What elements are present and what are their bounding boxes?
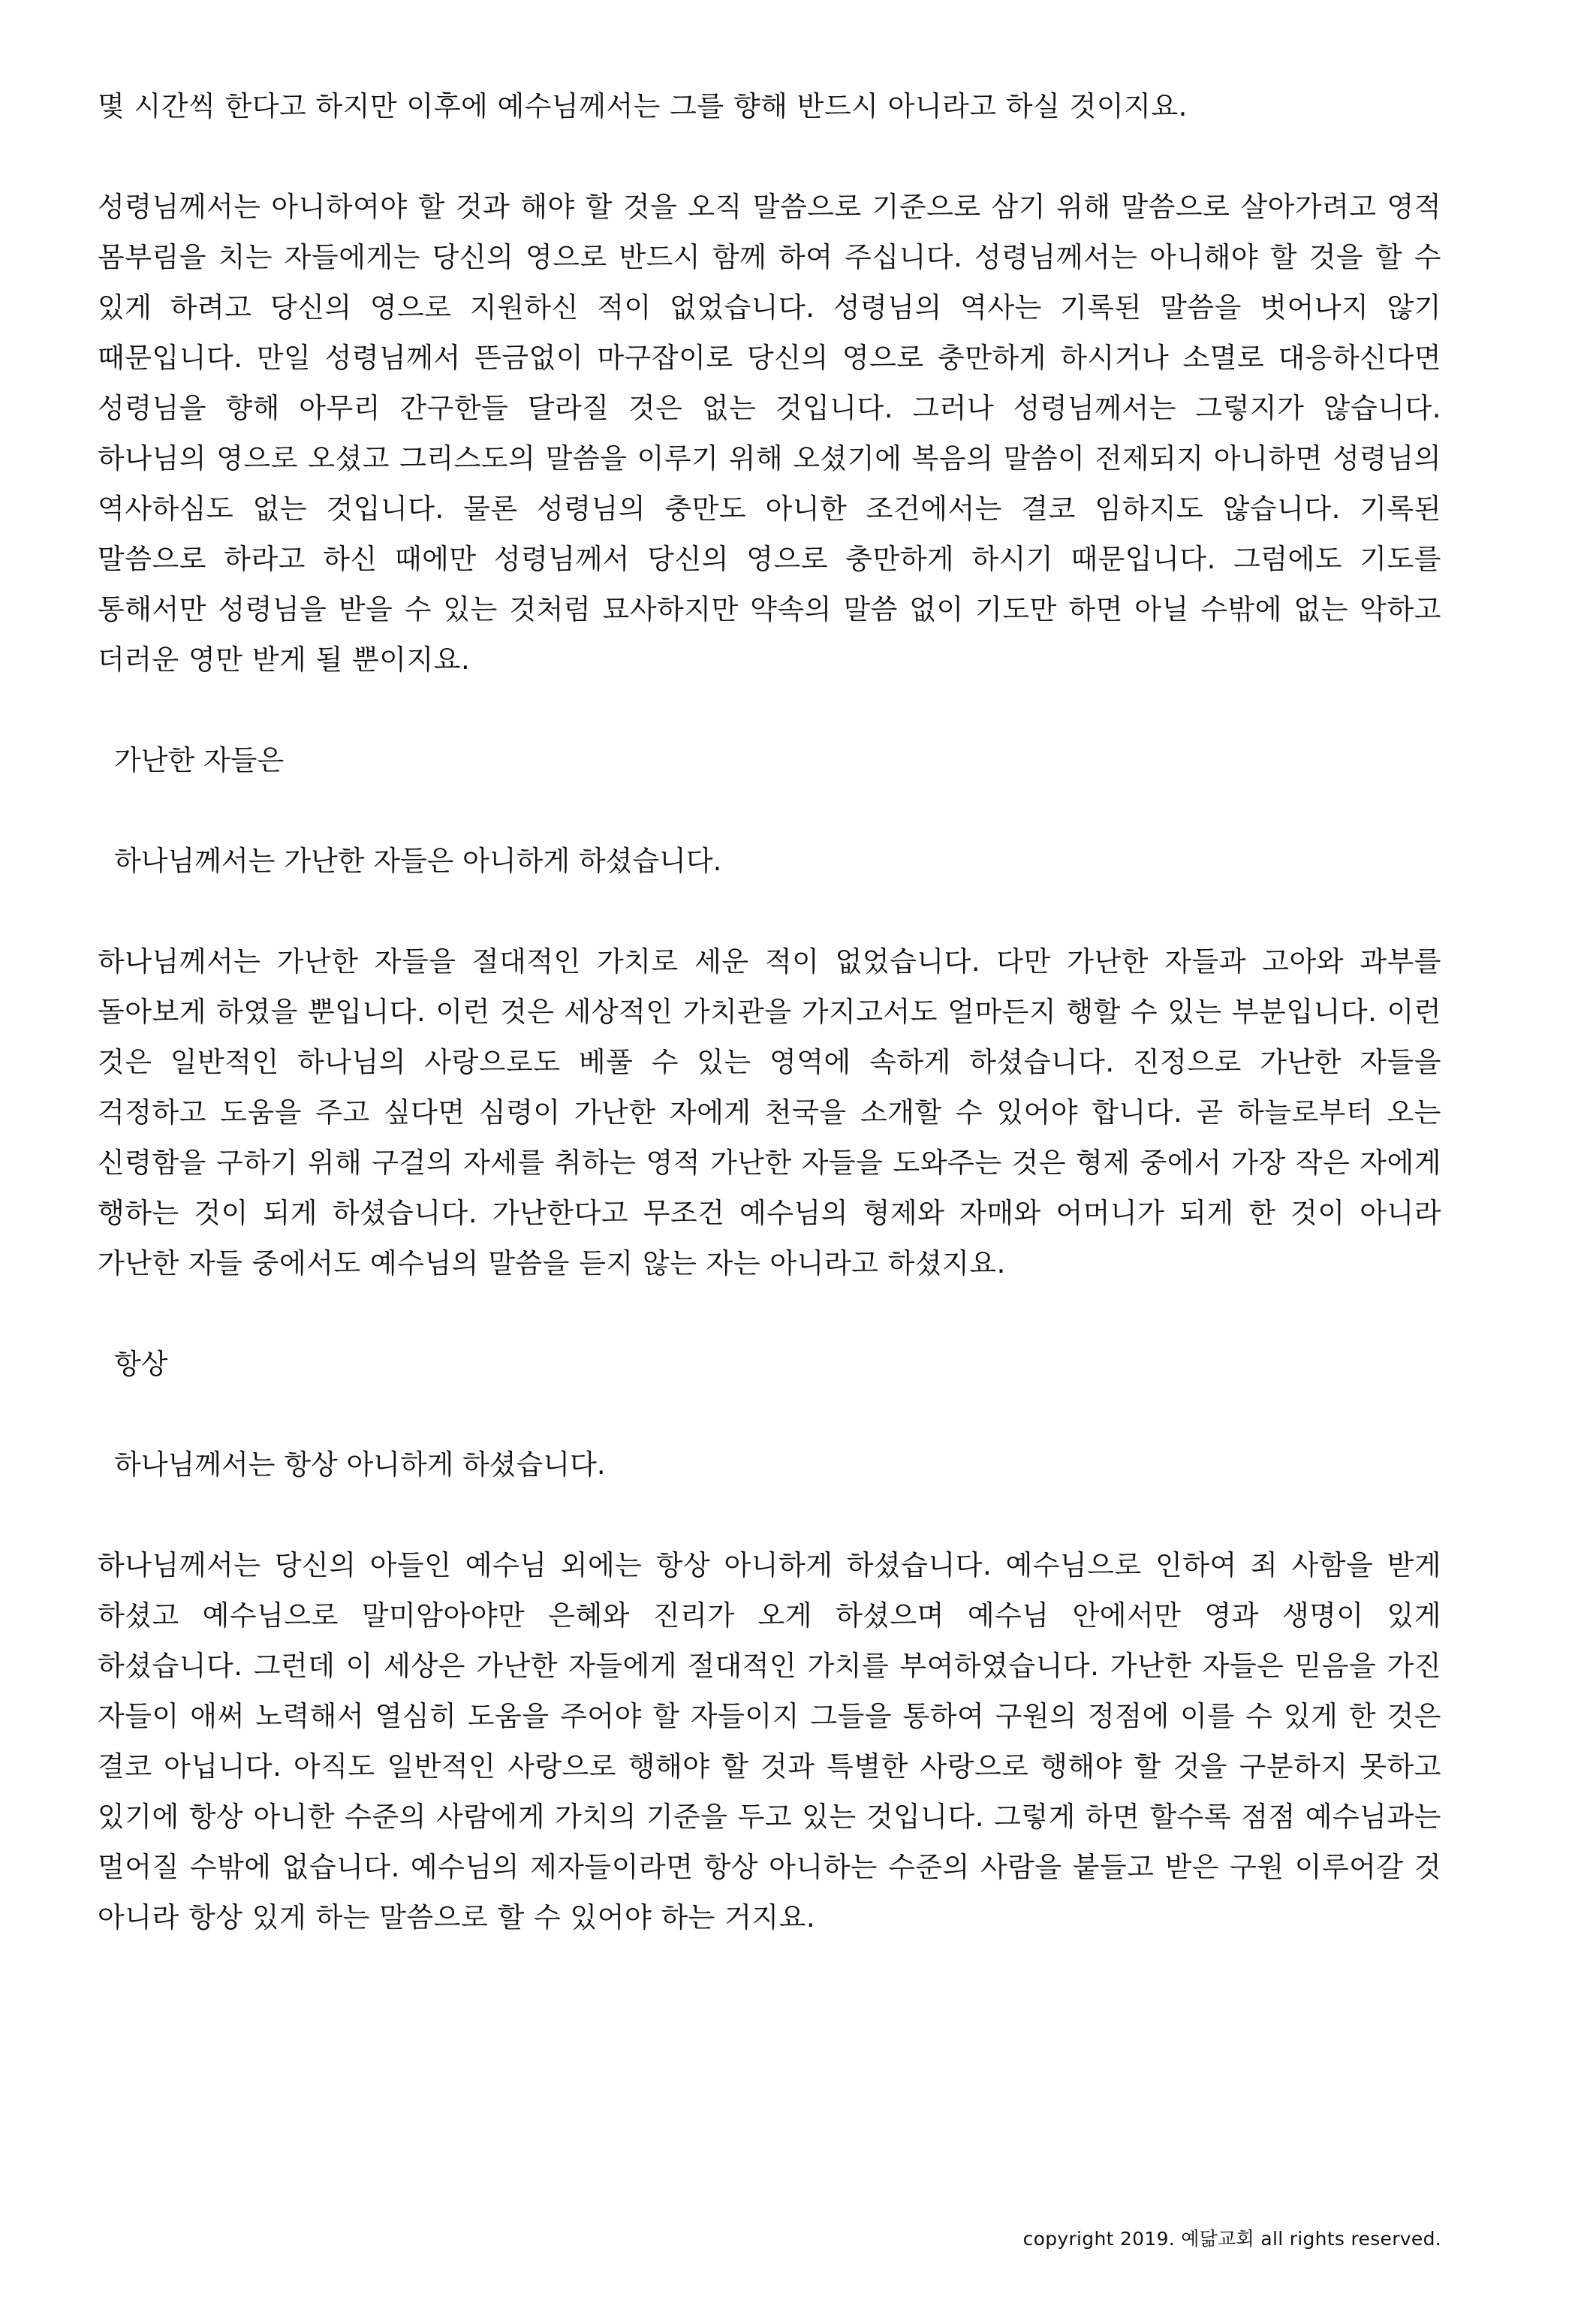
document-body bbox=[98, 81, 1441, 1943]
section-heading-always: 항상 bbox=[114, 1348, 168, 1380]
paragraph-intro-2: 성령님께서는 아니하여야 할 것과 해야 할 것을 오직 말씀으로 기준으로 삼기 위해 말씀으로 살아가려고 영적 몸부림을 치는 자들에게는 당신의 영으로 반드시 함께 하여 주십니다. 성령님께서는 아니해야 할 것을 할 수 있게 하려고 당신의 영으로 지원하신 적이 없었습니다. 성령님의 역사는 기록된 말씀을 벗어나지 않기 때문입니다. 만일 성령님께서 뜬금없이 마구잡이로 당신의 영으로 충만하게 하시거나 소멸로 대응하신다면 성령님을 향해 아무리 간구한들 달라질 것은 없는 것입니다. 그러나 성령님께서는 그렇지가 않습니다. 하나님의 영으로 오셨고 그리스도의 말씀을 이루기 위해 오셨기에 복음의 말씀이 전제되지 아니하면 성령님의 역사하심도 없는 것입니다. 물론 성령님의 충만도 아니한 조건에서는 결코 임하지도 않습니다. 기록된 말씀으로 하라고 하신 때에만 성령님께서 당신의 영으로 충만하게 하시기 때문입니다. 그럼에도 기도를 통해서만 성령님을 받을 수 있는 것처럼 묘사하지만 약속의 말씀 없이 기도만 하면 아닐 수밖에 없는 악하고 더러운 영만 받게 될 뿐이지요. bbox=[98, 191, 1441, 676]
paragraph-gap bbox=[98, 131, 1441, 182]
paragraph-gap bbox=[98, 886, 1441, 936]
paragraph-poor-1: 하나님께서는 가난한 자들을 절대적인 가치로 세운 적이 없었습니다. 다만 가난한 자들과 고아와 과부를 돌아보게 하였을 뿐입니다. 이런 것은 세상적인 가치관을 가지고서도 얼마든지 행할 수 있는 부분입니다. 이런 것은 일반적인 하나님의 사랑으로도 베풀 수 있는 영역에 속하게 하셨습니다. 진정으로 가난한 자들을 걱정하고 도움을 주고 싶다면 심령이 가난한 자에게 천국을 소개할 수 있어야 합니다. 곧 하늘로부터 오는 신령함을 구하기 위해 구걸의 자세를 취하는 영적 가난한 자들을 도와주는 것은 형제 중에서 가장 작은 자에게 행하는 것이 되게 하셨습니다. 가난한다고 무조건 예수님의 형제와 자매와 어머니가 되게 한 것이 아니라 가난한 자들 중에서도 예수님의 말씀을 듣지 않는 자는 아니라고 하셨지요. bbox=[98, 945, 1441, 1280]
paragraph-gap bbox=[98, 1389, 1441, 1439]
paragraph-gap bbox=[98, 785, 1441, 836]
section-heading-poor: 가난한 자들은 bbox=[114, 744, 285, 776]
paragraph-intro-1: 몇 시간씩 한다고 하지만 이후에 예수님께서는 그를 향해 반드시 아니라고 하실 것이지요. bbox=[98, 90, 1188, 122]
paragraph-gap bbox=[98, 1289, 1441, 1339]
paragraph-always-1: 하나님께서는 당신의 아들인 예수님 외에는 항상 아니하게 하셨습니다. 예수님으로 인하여 죄 사함을 받게 하셨고 예수님으로 말미암아야만 은혜와 진리가 오게 하셨으며 예수님 안에서만 영과 생명이 있게 하셨습니다. 그런데 이 세상은 가난한 자들에게 절대적인 가치를 부여하였습니다. 가난한 자들은 믿음을 가진 자들이 애써 노력해서 열심히 도움을 주어야 할 자들이지 그들을 통하여 구원의 정점에 이를 수 있게 한 것은 결코 아닙니다. 아직도 일반적인 사랑으로 행해야 할 것과 특별한 사랑으로 행해야 할 것을 구분하지 못하고 있기에 항상 아니한 수준의 사람에게 가치의 기준을 두고 있는 것입니다. 그렇게 하면 할수록 점점 예수님과는 멀어질 수밖에 없습니다. 예수님의 제자들이라면 항상 아니하는 수준의 사람을 붙들고 받은 구원 이루어갈 것 아니라 항상 있게 하는 말씀으로 할 수 있어야 하는 거지요. bbox=[98, 1549, 1441, 1934]
section-subhead-always: 하나님께서는 항상 아니하게 하셨습니다. bbox=[114, 1448, 606, 1481]
paragraph-gap bbox=[98, 1490, 1441, 1540]
section-subhead-poor: 하나님께서는 가난한 자들은 아니하게 하셨습니다. bbox=[114, 845, 722, 877]
paragraph-gap bbox=[98, 685, 1441, 735]
copyright-footer: copyright 2019. 예닮교회 all rights reserved. bbox=[1022, 2228, 1441, 2250]
